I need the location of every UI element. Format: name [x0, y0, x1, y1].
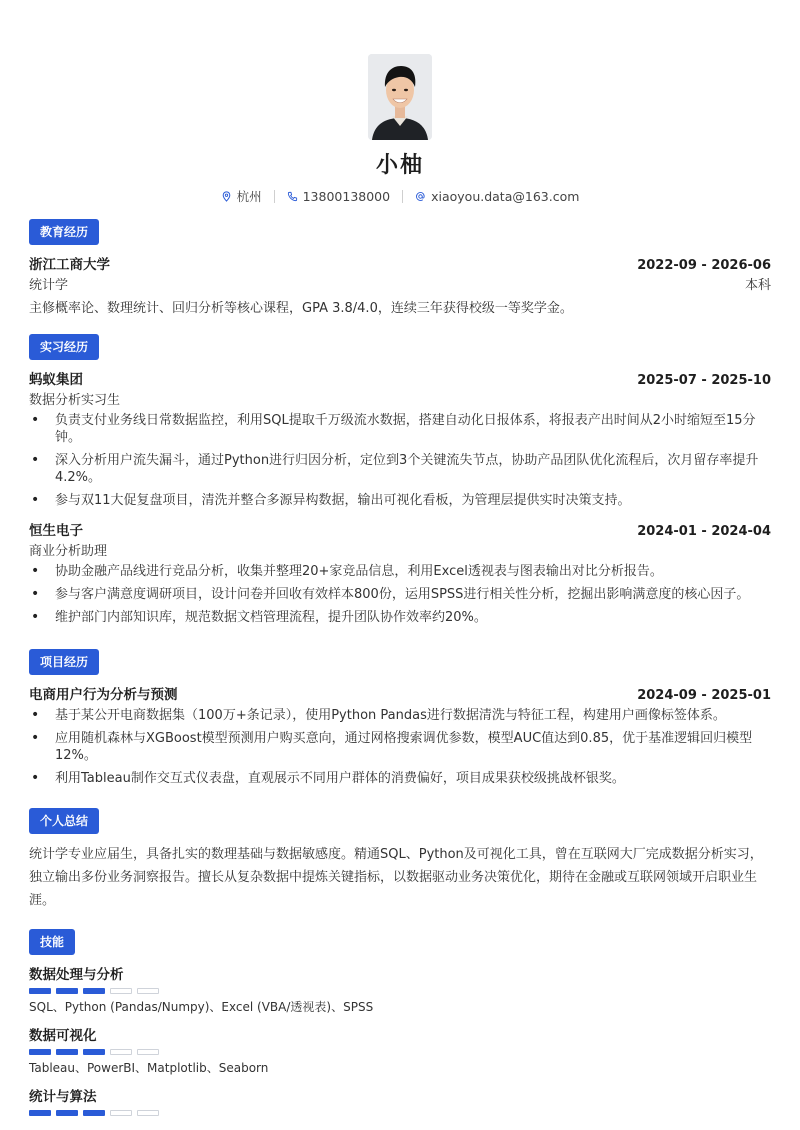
contact-divider — [402, 190, 403, 203]
skill-level-filled — [56, 1110, 78, 1116]
phone-text: 13800138000 — [302, 188, 391, 204]
skill-description: Tableau、PowerBI、Matplotlib、Seaborn — [29, 1061, 269, 1075]
education-major-row — [29, 274, 771, 293]
internship-bullets — [29, 412, 771, 509]
skill-level-empty — [137, 1110, 159, 1116]
skill-level-empty — [137, 988, 159, 994]
internship-section — [29, 334, 771, 632]
internship-bullets — [29, 563, 771, 626]
skill-level-filled — [83, 1049, 105, 1055]
skill-item — [29, 1024, 771, 1076]
skill-level-filled — [56, 988, 78, 994]
major: 统计学 — [29, 278, 69, 293]
contact-email[interactable] — [415, 189, 579, 204]
skills-section — [29, 929, 771, 1116]
section-tag-project: 项目经历 — [29, 649, 99, 675]
skill-name: 统计与算法 — [29, 1089, 97, 1105]
section-tag-skills: 技能 — [29, 929, 75, 955]
skill-name: 数据可视化 — [29, 1028, 97, 1044]
education-description: 主修概率论、数理统计、回归分析等核心课程，GPA 3.8/4.0，连续三年获得校级一等奖学金。 — [29, 301, 573, 316]
internship-date: 2025-07 - 2025-10 — [637, 373, 771, 388]
school-name: 浙江工商大学 — [29, 257, 110, 273]
internship-entry — [29, 519, 771, 626]
skill-level-filled — [83, 988, 105, 994]
skill-level-empty — [110, 1110, 132, 1116]
internship-header — [29, 519, 771, 539]
skill-item — [29, 1085, 771, 1116]
contact-city — [221, 187, 262, 205]
skill-level-filled — [29, 1110, 51, 1116]
company-name: 恒生电子 — [29, 523, 83, 539]
skill-description: SQL、Python (Pandas/Numpy)、Excel (VBA/透视表)、SPSS — [29, 1000, 374, 1014]
summary-text: 统计学专业应届生，具备扎实的数理基础与数据敏感度。精通SQL、Python及可视化工具，曾在互联网大厂完成数据分析实习，独立输出多份业务洞察报告。擅长从复杂数据中提炼关键指标，以数据驱动业务决策优化，期待在金融或互联网领域开启职业生涯。 — [29, 847, 763, 908]
section-tag-education: 教育经历 — [29, 219, 99, 245]
project-section — [29, 649, 771, 793]
internship-header — [29, 368, 771, 388]
skill-level-bars — [29, 1049, 771, 1055]
list-item: • 参与双11大促复盘项目，清洗并整合多源异构数据，输出可视化看板，为管理层提供实时决策支持。 — [55, 492, 771, 509]
education-section — [29, 219, 771, 320]
resume-header — [29, 0, 771, 205]
skill-level-bars — [29, 1110, 771, 1116]
skill-level-filled — [83, 1110, 105, 1116]
skill-level-empty — [137, 1049, 159, 1055]
education-entry — [29, 253, 771, 273]
education-date: 2022-09 - 2026-06 — [637, 258, 771, 273]
list-item: • 应用随机森林与XGBoost模型预测用户购买意向，通过网格搜索调优参数，模型AUC值达到0.85，优于基准逻辑回归模型12%。 — [55, 730, 771, 764]
skill-name: 数据处理与分析 — [29, 967, 124, 983]
contact-divider — [274, 190, 275, 203]
skills-list — [29, 963, 771, 1116]
project-date: 2024-09 - 2025-01 — [637, 688, 771, 703]
project-bullets — [29, 707, 771, 787]
avatar-portrait-icon — [368, 54, 432, 140]
candidate-name: 小柚 — [375, 153, 424, 178]
internship-role: 数据分析实习生 — [29, 393, 121, 408]
project-name: 电商用户行为分析与预测 — [29, 687, 178, 703]
summary-section — [29, 808, 771, 912]
location-pin-icon — [221, 191, 232, 202]
internship-entry — [29, 368, 771, 509]
section-tag-internship: 实习经历 — [29, 334, 99, 360]
list-item: • 负责支付业务线日常数据监控，利用SQL提取千万级流水数据，搭建自动化日报体系，将报表产出时间从2小时缩短至15分钟。 — [55, 412, 771, 446]
project-header — [29, 683, 771, 703]
skill-level-filled — [29, 988, 51, 994]
city-text: 杭州 — [236, 189, 262, 204]
skill-level-filled — [29, 1049, 51, 1055]
list-item: • 基于某公开电商数据集（100万+条记录），使用Python Pandas进行数据清洗与特征工程，构建用户画像标签体系。 — [55, 707, 771, 724]
list-item: • 利用Tableau制作交互式仪表盘，直观展示不同用户群体的消费偏好，项目成果获校级挑战杯银奖。 — [55, 770, 771, 787]
skill-item — [29, 963, 771, 1015]
internship-date: 2024-01 - 2024-04 — [637, 524, 771, 539]
list-item: • 协助金融产品线进行竞品分析，收集并整理20+家竞品信息，利用Excel透视表与图表输出对比分析报告。 — [55, 563, 771, 580]
at-sign-icon — [415, 191, 426, 202]
list-item: • 维护部门内部知识库，规范数据文档管理流程，提升团队协作效率约20%。 — [55, 609, 771, 626]
list-item: • 参与客户满意度调研项目，设计问卷并回收有效样本800份，运用SPSS进行相关性分析，挖掘出影响满意度的核心因子。 — [55, 586, 771, 603]
list-item: • 深入分析用户流失漏斗，通过Python进行归因分析，定位到3个关键流失节点，协助产品团队优化流程后，次月留存率提升4.2%。 — [55, 452, 771, 486]
degree: 本科 — [744, 278, 771, 293]
email-text: xiaoyou.data@163.com — [431, 188, 580, 204]
skill-level-empty — [110, 1049, 132, 1055]
phone-icon — [287, 191, 298, 202]
contact-phone[interactable] — [287, 189, 390, 204]
internship-role: 商业分析助理 — [29, 544, 108, 559]
contact-bar — [29, 187, 771, 205]
skill-level-bars — [29, 988, 771, 994]
skill-level-empty — [110, 988, 132, 994]
company-name: 蚂蚁集团 — [29, 372, 83, 388]
section-tag-summary: 个人总结 — [29, 808, 99, 834]
avatar — [368, 54, 432, 140]
skill-level-filled — [56, 1049, 78, 1055]
